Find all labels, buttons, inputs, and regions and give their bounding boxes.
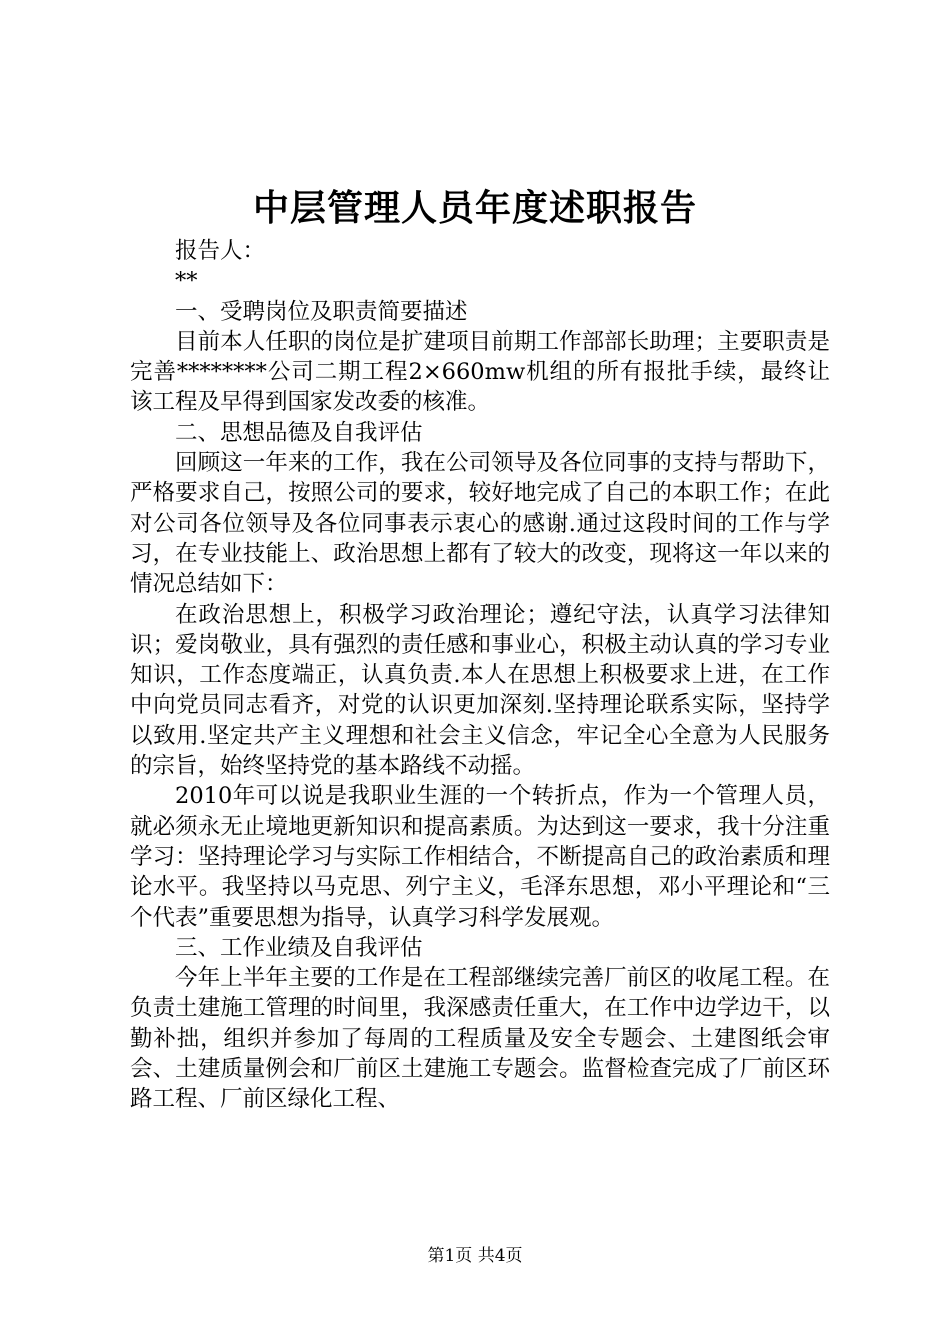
document-body (130, 236, 830, 1115)
reporter-name: ** (175, 268, 198, 295)
section-heading-3: 三、工作业绩及自我评估 (175, 934, 423, 961)
page-number-footer: 第1页 共4页 (427, 1246, 523, 1266)
paragraph: 在政治思想上，积极学习政治理论；遵纪守法，认真学习法律知识；爱岗敬业，具有强烈的责任感和事业心，积极主动认真的学习专业知识，工作态度端正，认真负责.本人在思想上积极要求上进，在工作中向党员同志看齐，对党的认识更加深刻.坚持理论联系实际，坚持学以致用.坚定共产主义理想和社会主义信念，牢记全心全意为人民服务的宗旨，始终坚持党的基本路线不动摇。 (130, 601, 830, 780)
paragraph: 今年上半年主要的工作是在工程部继续完善厂前区的收尾工程。在负责土建施工管理的时间里，我深感责任重大，在工作中边学边干，以勤补拙，组织并参加了每周的工程质量及安全专题会、土建图纸会审会、土建质量例会和厂前区土建施工专题会。监督检查完成了厂前区环路工程、厂前区绿化工程、 (130, 965, 830, 1113)
section-heading-1: 一、受聘岗位及职责简要描述 (175, 298, 468, 325)
document-title: 中层管理人员年度述职报告 (252, 187, 697, 229)
section-heading-2: 二、思想品德及自我评估 (175, 419, 423, 446)
paragraph: 回顾这一年来的工作，我在公司领导及各位同事的支持与帮助下，严格要求自己，按照公司的要求，较好地完成了自己的本职工作；在此对公司各位领导及各位同事表示衷心的感谢.通过这段时间的工作与学习，在专业技能上、政治思想上都有了较大的改变，现将这一年以来的情况总结如下： (130, 450, 830, 598)
paragraph: 2010年可以说是我职业生涯的一个转折点，作为一个管理人员，就必须永无止境地更新知识和提高素质。为达到这一要求，我十分注重学习：坚持理论学习与实际工作相结合，不断提高自己的政治素质和理论水平。我坚持以马克思、列宁主义，毛泽东思想，邓小平理论和“三个代表”重要思想为指导，认真学习科学发展观。 (130, 783, 830, 931)
paragraph: 目前本人任职的岗位是扩建项目前期工作部部长助理；主要职责是完善********公司二期工程2×660mw机组的所有报批手续，最终让该工程及早得到国家发改委的核准。 (130, 328, 830, 416)
reporter-label: 报告人： (175, 238, 266, 264)
